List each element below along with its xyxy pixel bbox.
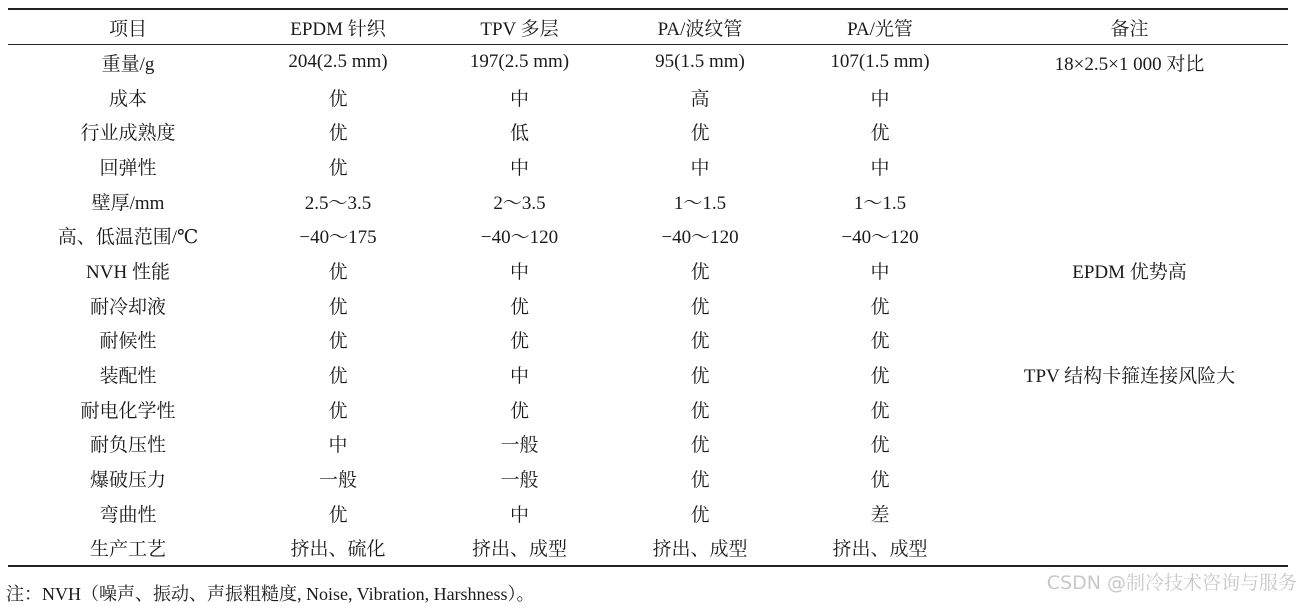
table-cell: −40～120: [480, 227, 559, 249]
table-cell: [971, 218, 1288, 253]
table-row: [8, 253, 1288, 288]
table-cell: 优: [690, 435, 710, 457]
table-row: [8, 149, 1288, 184]
table-row: [8, 80, 1288, 115]
table-cell: 2.5～3.5: [304, 192, 372, 214]
comparison-table-container: [8, 8, 1288, 567]
table-cell: 中: [509, 88, 529, 110]
table-cell: 优: [509, 331, 529, 353]
table-row: [8, 323, 1288, 358]
table-cell: 优: [870, 296, 890, 318]
table-cell: 耐冷却液: [89, 296, 166, 318]
table-cell: 优: [870, 470, 890, 492]
table-cell: 中: [870, 88, 890, 110]
table-cell: 优: [870, 435, 890, 457]
table-cell: 一般: [318, 470, 357, 492]
table-cell: 成本: [108, 88, 147, 110]
table-row: [8, 427, 1288, 462]
table-cell: 低: [509, 123, 529, 145]
table-cell: −40～175: [299, 227, 377, 249]
table-cell: 197(2.5 mm): [469, 51, 570, 73]
table-cell: 95(1.5 mm): [655, 51, 745, 73]
table-cell: 优: [690, 296, 710, 318]
table-cell: 优: [328, 366, 348, 388]
table-cell: 高: [690, 88, 710, 110]
table-row: [8, 184, 1288, 219]
table-cell: 壁厚/mm: [91, 192, 165, 214]
table-cell: 一般: [500, 470, 539, 492]
table-cell: 优: [509, 400, 529, 422]
table-cell: 优: [690, 261, 710, 283]
header-pa-corrugated: PA/波纹管: [657, 18, 743, 40]
table-row: [8, 531, 1288, 567]
header-item: 项目: [108, 18, 147, 40]
table-cell: 优: [328, 331, 348, 353]
table-cell: 优: [690, 123, 710, 145]
table-cell: 中: [328, 435, 348, 457]
table-cell: −40～120: [661, 227, 739, 249]
table-cell: [971, 392, 1288, 427]
table-cell: [971, 114, 1288, 149]
table-row: [8, 114, 1288, 149]
table-cell: [971, 80, 1288, 115]
table-cell: 行业成熟度: [80, 123, 176, 145]
table-cell: [971, 184, 1288, 219]
watermark: CSDN @制冷技术咨询与服务: [1046, 572, 1297, 594]
table-cell: 生产工艺: [89, 539, 166, 561]
header-pa-smooth: PA/光管: [847, 18, 913, 40]
table-body: [8, 45, 1288, 567]
table-cell: 优: [870, 400, 890, 422]
table-cell: 优: [690, 400, 710, 422]
header-epdm: EPDM 针织: [290, 18, 386, 40]
table-cell: 挤出、成型: [832, 539, 928, 561]
table-cell: 204(2.5 mm): [288, 51, 388, 73]
table-cell: [971, 461, 1288, 496]
table-header-row: [8, 9, 1288, 45]
table-cell: 中: [509, 261, 529, 283]
table-cell: 差: [870, 504, 890, 526]
header-tpv: TPV 多层: [480, 18, 559, 40]
table-row: [8, 218, 1288, 253]
table-cell: 优: [328, 400, 348, 422]
header-remarks: 备注: [1110, 18, 1149, 40]
table-cell: [971, 149, 1288, 184]
table-cell: 耐候性: [99, 331, 157, 353]
table-cell: 中: [690, 157, 710, 179]
table-cell: 107(1.5 mm): [830, 51, 930, 73]
table-cell: 优: [690, 366, 710, 388]
table-cell: 高、低温范围/℃: [57, 227, 199, 249]
table-cell: 挤出、成型: [471, 539, 567, 561]
table-cell: 一般: [500, 435, 539, 457]
table-cell: 优: [328, 123, 348, 145]
table-cell: 优: [690, 331, 710, 353]
table-cell: 重量/g: [101, 53, 155, 75]
table-cell: 挤出、成型: [652, 539, 748, 561]
table-cell: 优: [870, 331, 890, 353]
table-cell: [971, 427, 1288, 462]
table-cell: 中: [509, 504, 529, 526]
table-cell: [971, 531, 1288, 567]
table-cell: 优: [328, 88, 348, 110]
table-row: [8, 392, 1288, 427]
table-cell: 优: [328, 157, 348, 179]
table-cell: 优: [870, 123, 890, 145]
table-cell: EPDM 优势高: [1072, 261, 1187, 283]
table-row: [8, 357, 1288, 392]
table-row: [8, 496, 1288, 531]
table-cell: 优: [690, 470, 710, 492]
table-cell: 中: [870, 261, 890, 283]
table-cell: 1～1.5: [673, 192, 727, 214]
table-cell: 爆破压力: [89, 470, 166, 492]
table-cell: 回弹性: [99, 157, 157, 179]
table-cell: 弯曲性: [99, 504, 157, 526]
table-cell: 优: [870, 366, 890, 388]
table-cell: 装配性: [99, 366, 157, 388]
table-cell: [971, 496, 1288, 531]
table-cell: 优: [509, 296, 529, 318]
table-cell: 耐电化学性: [80, 400, 176, 422]
table-cell: 优: [328, 296, 348, 318]
table-cell: 挤出、硫化: [290, 539, 386, 561]
table-footnote: 注：NVH（噪声、振动、声振粗糙度, Noise, Vibration, Harshness）。: [6, 584, 535, 604]
table-cell: 中: [509, 157, 529, 179]
table-cell: 优: [328, 261, 348, 283]
table-row: [8, 45, 1288, 80]
table-row: [8, 288, 1288, 323]
table-cell: 优: [690, 504, 710, 526]
table-cell: [971, 323, 1288, 358]
table-cell: 优: [328, 504, 348, 526]
comparison-table: [8, 8, 1288, 567]
table-cell: 2～3.5: [493, 192, 546, 214]
table-cell: 耐负压性: [89, 435, 166, 457]
table-cell: [971, 288, 1288, 323]
table-cell: 中: [870, 157, 890, 179]
table-cell: 中: [509, 366, 529, 388]
table-cell: 1～1.5: [853, 192, 907, 214]
table-cell: TPV 结构卡箍连接风险大: [1023, 366, 1236, 388]
table-cell: 18×2.5×1 000 对比: [1054, 53, 1205, 75]
table-cell: −40～120: [841, 227, 919, 249]
table-row: [8, 461, 1288, 496]
table-cell: NVH 性能: [86, 261, 170, 283]
